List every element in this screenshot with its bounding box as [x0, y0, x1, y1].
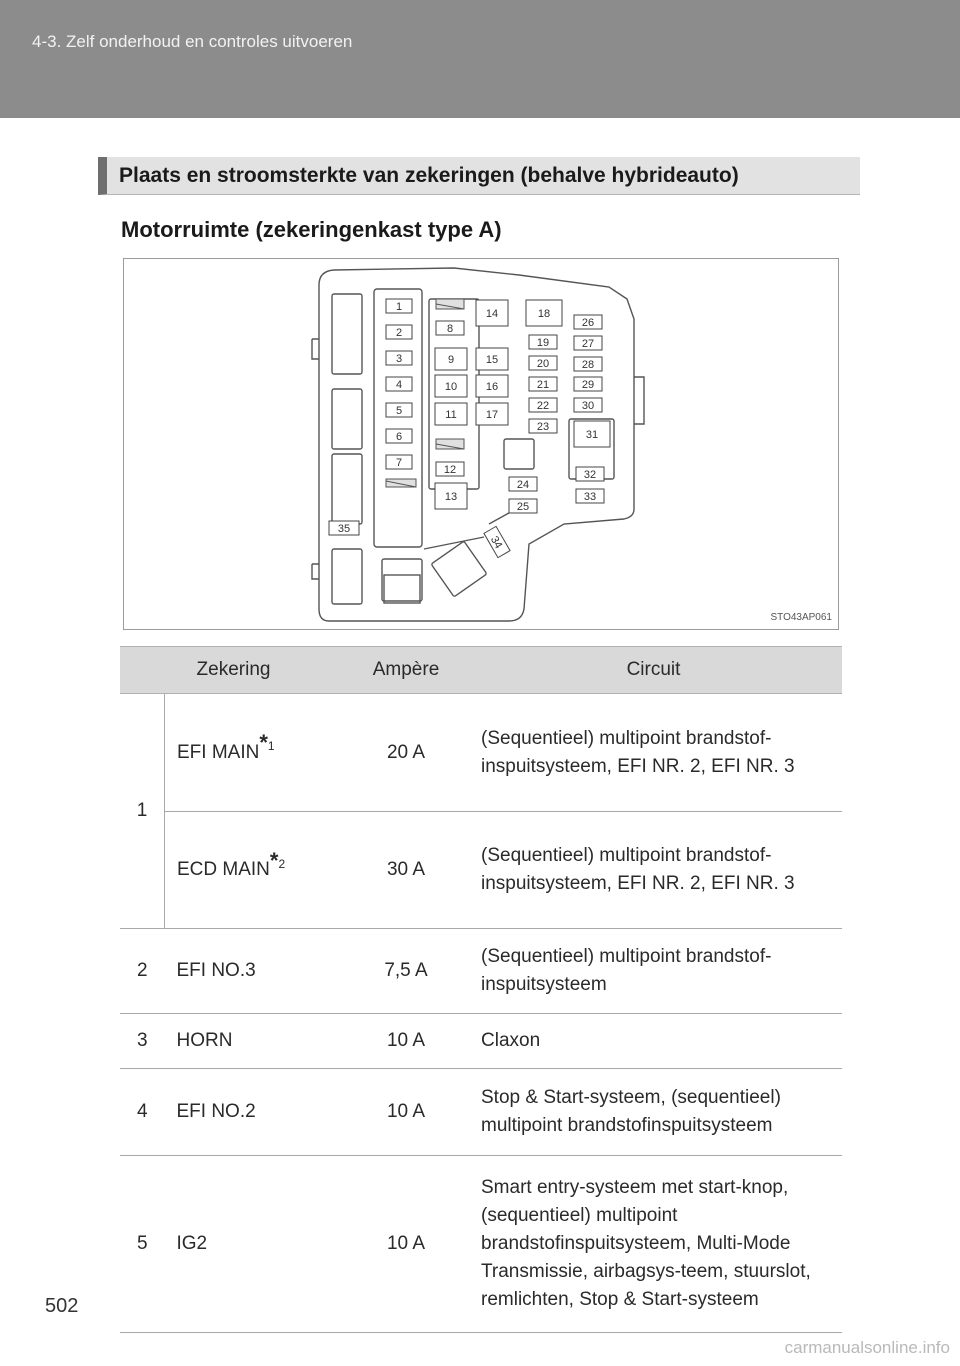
- fuse-label-28: [574, 357, 602, 371]
- svg-text:29: 29: [581, 379, 595, 391]
- svg-text:2: 2: [395, 327, 403, 339]
- table-row: [120, 812, 842, 929]
- fuse-label-19: [529, 335, 557, 349]
- svg-text:18: 18: [537, 308, 551, 320]
- fuse-label-14: [476, 300, 508, 326]
- fuse-table: [120, 646, 842, 1333]
- fuse-label-18: [526, 300, 562, 326]
- fuse-label-17: [476, 403, 508, 425]
- fuse-circuit: (Sequentieel) multipoint brandstof-inspuitsysteem, EFI NR. 2, EFI NR. 3: [465, 694, 842, 812]
- watermark: carmanualsonline.info: [784, 1338, 950, 1357]
- table-row: [120, 929, 842, 1014]
- svg-text:11: 11: [445, 409, 457, 421]
- svg-text:31: 31: [585, 429, 599, 441]
- svg-text:24: 24: [516, 479, 530, 491]
- svg-text:1: 1: [395, 301, 403, 313]
- svg-text:20: 20: [536, 358, 550, 370]
- table-header-row: [120, 647, 842, 694]
- fuse-label-34: [484, 526, 510, 557]
- fuse-circuit: (Sequentieel) multipoint brandstof-inspuitsysteem, EFI NR. 2, EFI NR. 3: [465, 812, 842, 929]
- fuse-name: EFI NO.2: [165, 1069, 348, 1156]
- table-row: [120, 1156, 842, 1333]
- svg-text:35: 35: [337, 523, 351, 535]
- svg-text:10: 10: [444, 381, 458, 393]
- fuse-label-8: [436, 321, 464, 335]
- fuse-label-35: [329, 521, 359, 535]
- page-number: 502: [45, 1295, 79, 1317]
- fuse-label-2: [386, 325, 412, 339]
- fuse-label-27: [574, 336, 602, 350]
- fuse-ampere: 10 A: [347, 1014, 465, 1069]
- section-title: Plaats en stroomsterkte van zekeringen (behalve hybrideauto): [119, 164, 739, 187]
- table-row: [120, 694, 842, 812]
- header-ampere: Ampère: [347, 647, 465, 694]
- svg-text:14: 14: [485, 308, 499, 320]
- svg-text:28: 28: [581, 359, 595, 371]
- figure-code: STO43AP061: [770, 612, 832, 623]
- fuse-label-21: [529, 377, 557, 391]
- header-band: [0, 0, 960, 118]
- sub-title: Motorruimte (zekeringenkast type A): [121, 217, 502, 242]
- fuse-label-6: [386, 429, 412, 443]
- fuse-label-29: [574, 377, 602, 391]
- fuse-number: 1: [120, 694, 165, 929]
- svg-text:7: 7: [395, 457, 403, 469]
- fuse-label-15: [476, 348, 508, 370]
- fuse-box-figure: [123, 258, 839, 630]
- fuse-name: ECD MAIN$^{*2}$: [165, 812, 348, 929]
- fuse-label-7: [386, 455, 412, 469]
- svg-text:15: 15: [485, 354, 499, 366]
- fuse-label-9: [435, 348, 467, 370]
- svg-text:26: 26: [581, 317, 595, 329]
- fuse-label-3: [386, 351, 412, 365]
- fuse-label-33: [576, 489, 604, 503]
- fuse-name: EFI NO.3: [165, 929, 348, 1014]
- fuse-circuit: Smart entry-systeem met start-knop, (sequentieel) multipoint brandstofinspuitsysteem, Multi-Mode Transmissie, airbagsys-teem, stuurslot, remlichten, Stop & Start-systeem: [465, 1156, 842, 1333]
- fuse-label-5: [386, 403, 412, 417]
- svg-text:6: 6: [395, 431, 403, 443]
- fuse-label-25: [509, 499, 537, 513]
- fuse-number: 3: [120, 1014, 165, 1069]
- svg-text:5: 5: [395, 405, 403, 417]
- table-row: [120, 1014, 842, 1069]
- fuse-label-32: [576, 467, 604, 481]
- fuse-number: 4: [120, 1069, 165, 1156]
- svg-text:9: 9: [447, 354, 455, 366]
- table-row: [120, 1069, 842, 1156]
- fuse-label-24: [509, 477, 537, 491]
- fuse-circuit: Stop & Start-systeem, (sequentieel) multipoint brandstofinspuitsysteem: [465, 1069, 842, 1156]
- svg-text:13: 13: [444, 491, 458, 503]
- fuse-label-10: [435, 375, 467, 397]
- svg-text:25: 25: [516, 501, 530, 513]
- svg-text:12: 12: [443, 464, 457, 476]
- fuse-label-16: [476, 375, 508, 397]
- svg-text:16: 16: [485, 381, 499, 393]
- fuse-label-4: [386, 377, 412, 391]
- fuse-label-20: [529, 356, 557, 370]
- fuse-label-11: [435, 403, 467, 425]
- svg-text:8: 8: [446, 323, 454, 335]
- svg-text:21: 21: [536, 379, 550, 391]
- fuse-ampere: 10 A: [347, 1156, 465, 1333]
- svg-text:30: 30: [581, 400, 595, 412]
- svg-text:4: 4: [395, 379, 403, 391]
- fuse-ampere: 10 A: [347, 1069, 465, 1156]
- header-zekering: Zekering: [120, 647, 347, 694]
- svg-text:32: 32: [583, 469, 597, 481]
- fuse-name: HORN: [165, 1014, 348, 1069]
- fuse-label-1: [386, 299, 412, 313]
- fuse-label-31: [574, 421, 610, 447]
- fuse-ampere: 7,5 A: [347, 929, 465, 1014]
- svg-text:33: 33: [583, 491, 597, 503]
- svg-text:23: 23: [536, 421, 550, 433]
- fuse-box-diagram: [124, 259, 838, 629]
- fuse-number: 5: [120, 1156, 165, 1333]
- fuse-label-13: [435, 483, 467, 509]
- fuse-name: EFI MAIN$^{*1}$: [165, 694, 348, 812]
- svg-text:27: 27: [581, 338, 595, 350]
- header-circuit: Circuit: [465, 647, 842, 694]
- svg-text:17: 17: [485, 409, 499, 421]
- fuse-ampere: 20 A: [347, 694, 465, 812]
- svg-text:19: 19: [536, 337, 550, 349]
- fuse-label-26: [574, 315, 602, 329]
- fuse-name: IG2: [165, 1156, 348, 1333]
- fuse-circuit: Claxon: [465, 1014, 842, 1069]
- breadcrumb: 4-3. Zelf onderhoud en controles uitvoeren: [32, 32, 353, 51]
- fuse-circuit: (Sequentieel) multipoint brandstof-inspuitsysteem: [465, 929, 842, 1014]
- fuse-label-12: [436, 462, 464, 476]
- fuse-label-30: [574, 398, 602, 412]
- svg-text:34: 34: [487, 534, 505, 551]
- fuse-number: 2: [120, 929, 165, 1014]
- svg-text:3: 3: [395, 353, 403, 365]
- fuse-ampere: 30 A: [347, 812, 465, 929]
- section-heading-bar: [98, 157, 860, 195]
- svg-text:22: 22: [536, 400, 550, 412]
- fuse-label-23: [529, 419, 557, 433]
- fuse-label-22: [529, 398, 557, 412]
